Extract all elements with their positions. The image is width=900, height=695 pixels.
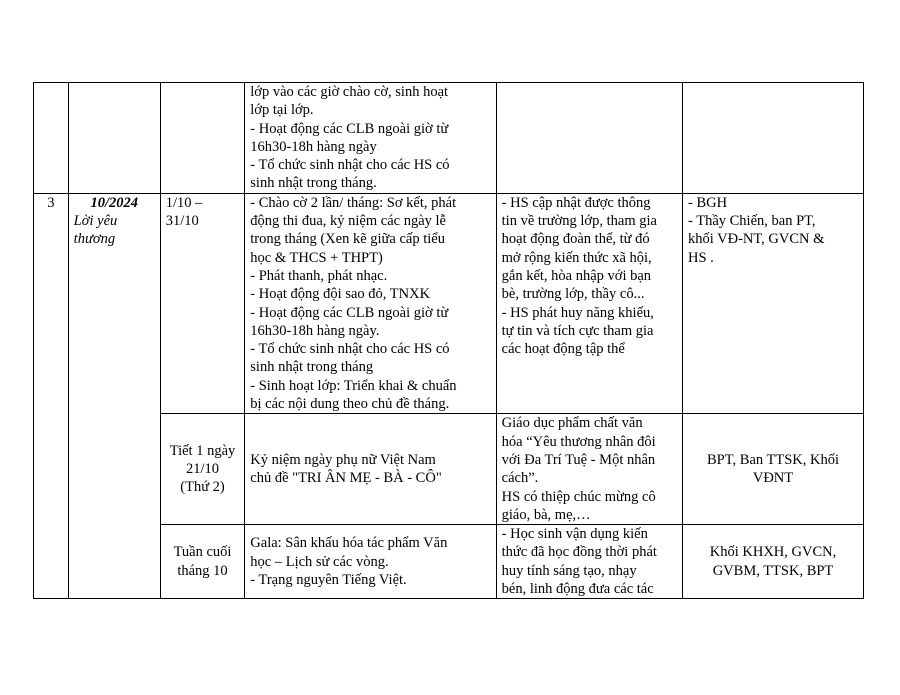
- content-line: - Tổ chức sinh nhật cho các HS có: [250, 157, 450, 174]
- result-line: thức đã học đồng thời phát: [501, 544, 657, 561]
- result-line: bè, trường lớp, thầy cô...: [501, 286, 645, 303]
- content-line: sinh nhật trong tháng: [250, 359, 374, 376]
- month-title: 10/2024: [90, 194, 138, 211]
- content-line: - Chào cờ 2 lần/ tháng: Sơ kết, phát: [250, 194, 457, 211]
- result-line: HS có thiệp chúc mừng cô: [501, 488, 656, 505]
- responsible-line: Khối KHXH, GVCN,: [709, 544, 837, 561]
- responsible-line: VĐNT: [752, 470, 794, 487]
- table-row: [34, 193, 864, 414]
- result-line: gắn kết, hòa nhập với bạn: [501, 267, 652, 284]
- result-cell: [496, 414, 682, 525]
- month-cell: [68, 83, 160, 194]
- content-line: lớp tại lớp.: [250, 102, 314, 119]
- content-line: - Hoạt động các CLB ngoài giờ từ: [250, 120, 449, 137]
- result-line: với Đa Trí Tuệ - Một nhân: [501, 451, 656, 468]
- content-line: - Tổ chức sinh nhật cho các HS có: [250, 341, 450, 358]
- time-cell: [160, 83, 245, 194]
- content-line: - Phát thanh, phát nhạc.: [250, 267, 388, 284]
- content-line: bị các nội dung theo chủ đề tháng.: [250, 396, 450, 413]
- content-line: - Hoạt động đội sao đỏ, TNXK: [250, 286, 431, 303]
- result-line: tin về trường lớp, tham gia: [501, 213, 657, 230]
- responsible-cell: [683, 525, 864, 599]
- responsible-cell: [683, 83, 864, 194]
- time-line: Tiết 1 ngày: [169, 442, 236, 459]
- result-line: mở rộng kiến thức xã hội,: [501, 249, 652, 266]
- time-line: 21/10: [186, 461, 220, 478]
- result-line: Giáo dục phẩm chất văn: [501, 415, 643, 432]
- content-line: 16h30-18h hàng ngày.: [250, 322, 380, 339]
- time-line: tháng 10: [177, 562, 228, 579]
- result-line: - HS cập nhật được thông: [501, 194, 651, 211]
- result-cell: [496, 525, 682, 599]
- result-line: các hoạt động tập thể: [501, 341, 625, 358]
- content-line: học & THCS + THPT): [250, 249, 383, 266]
- content-line: học – Lịch sử các vòng.: [250, 553, 389, 570]
- activity-plan-table: [33, 82, 864, 599]
- responsible-cell: [683, 414, 864, 525]
- content-line: - Trạng nguyên Tiếng Việt.: [250, 571, 407, 588]
- content-cell: [245, 83, 496, 194]
- month-cell: [68, 193, 160, 599]
- table-row: [34, 83, 864, 194]
- responsible-cell: [683, 193, 864, 414]
- responsible-line: khối VĐ-NT, GVCN &: [688, 231, 825, 248]
- stt-cell: [34, 83, 69, 194]
- time-cell: [160, 193, 245, 414]
- time-line: 1/10 –: [165, 194, 203, 211]
- time-line: 31/10: [165, 213, 199, 230]
- time-line: (Thứ 2): [180, 479, 225, 496]
- content-line: - Sinh hoạt lớp: Triển khai & chuẩn: [250, 377, 457, 394]
- result-line: hoạt động đoàn thể, từ đó: [501, 231, 650, 248]
- responsible-line: GVBM, TTSK, BPT: [712, 562, 834, 579]
- content-line: - Hoạt động các CLB ngoài giờ từ: [250, 304, 449, 321]
- stt-cell: 3: [34, 193, 69, 599]
- content-line: Gala: Sân khấu hóa tác phẩm Văn: [250, 535, 448, 552]
- result-line: huy tính sáng tạo, nhạy: [501, 562, 637, 579]
- content-line: 16h30-18h hàng ngày: [250, 138, 377, 155]
- result-line: tự tin và tích cực tham gia: [501, 322, 654, 339]
- content-line: trong tháng (Xen kẽ giữa cấp tiểu: [250, 231, 445, 248]
- result-line: hóa “Yêu thương nhân đôi: [501, 433, 656, 450]
- result-line: bén, linh động đưa các tác: [501, 581, 654, 598]
- content-cell: [245, 193, 496, 414]
- month-theme: Lời yêu: [73, 213, 118, 230]
- result-line: cách”.: [501, 470, 539, 487]
- time-cell: [160, 414, 245, 525]
- result-line: giáo, bà, mẹ,…: [501, 506, 591, 523]
- responsible-line: - BGH: [688, 194, 728, 211]
- responsible-line: BPT, Ban TTSK, Khối: [707, 451, 839, 468]
- result-cell: [496, 83, 682, 194]
- time-cell: [160, 525, 245, 599]
- month-theme: thương: [73, 231, 116, 248]
- result-line: - HS phát huy năng khiếu,: [501, 304, 654, 321]
- result-line: - Học sinh vận dụng kiến: [501, 526, 648, 543]
- content-line: Kỷ niệm ngày phụ nữ Việt Nam: [250, 451, 436, 468]
- content-line: động thi đua, kỷ niệm các ngày lễ: [250, 213, 446, 230]
- content-line: sinh nhật trong tháng.: [250, 175, 377, 192]
- responsible-line: HS .: [688, 249, 714, 266]
- result-cell: [496, 193, 682, 414]
- content-cell: [245, 525, 496, 599]
- content-line: chủ đề "TRI ÂN MẸ - BÀ - CÔ": [250, 470, 442, 487]
- time-line: Tuần cuối: [173, 544, 232, 561]
- content-cell: [245, 414, 496, 525]
- content-line: lớp vào các giờ chào cờ, sinh hoạt: [250, 84, 449, 100]
- responsible-line: - Thầy Chiến, ban PT,: [688, 213, 816, 230]
